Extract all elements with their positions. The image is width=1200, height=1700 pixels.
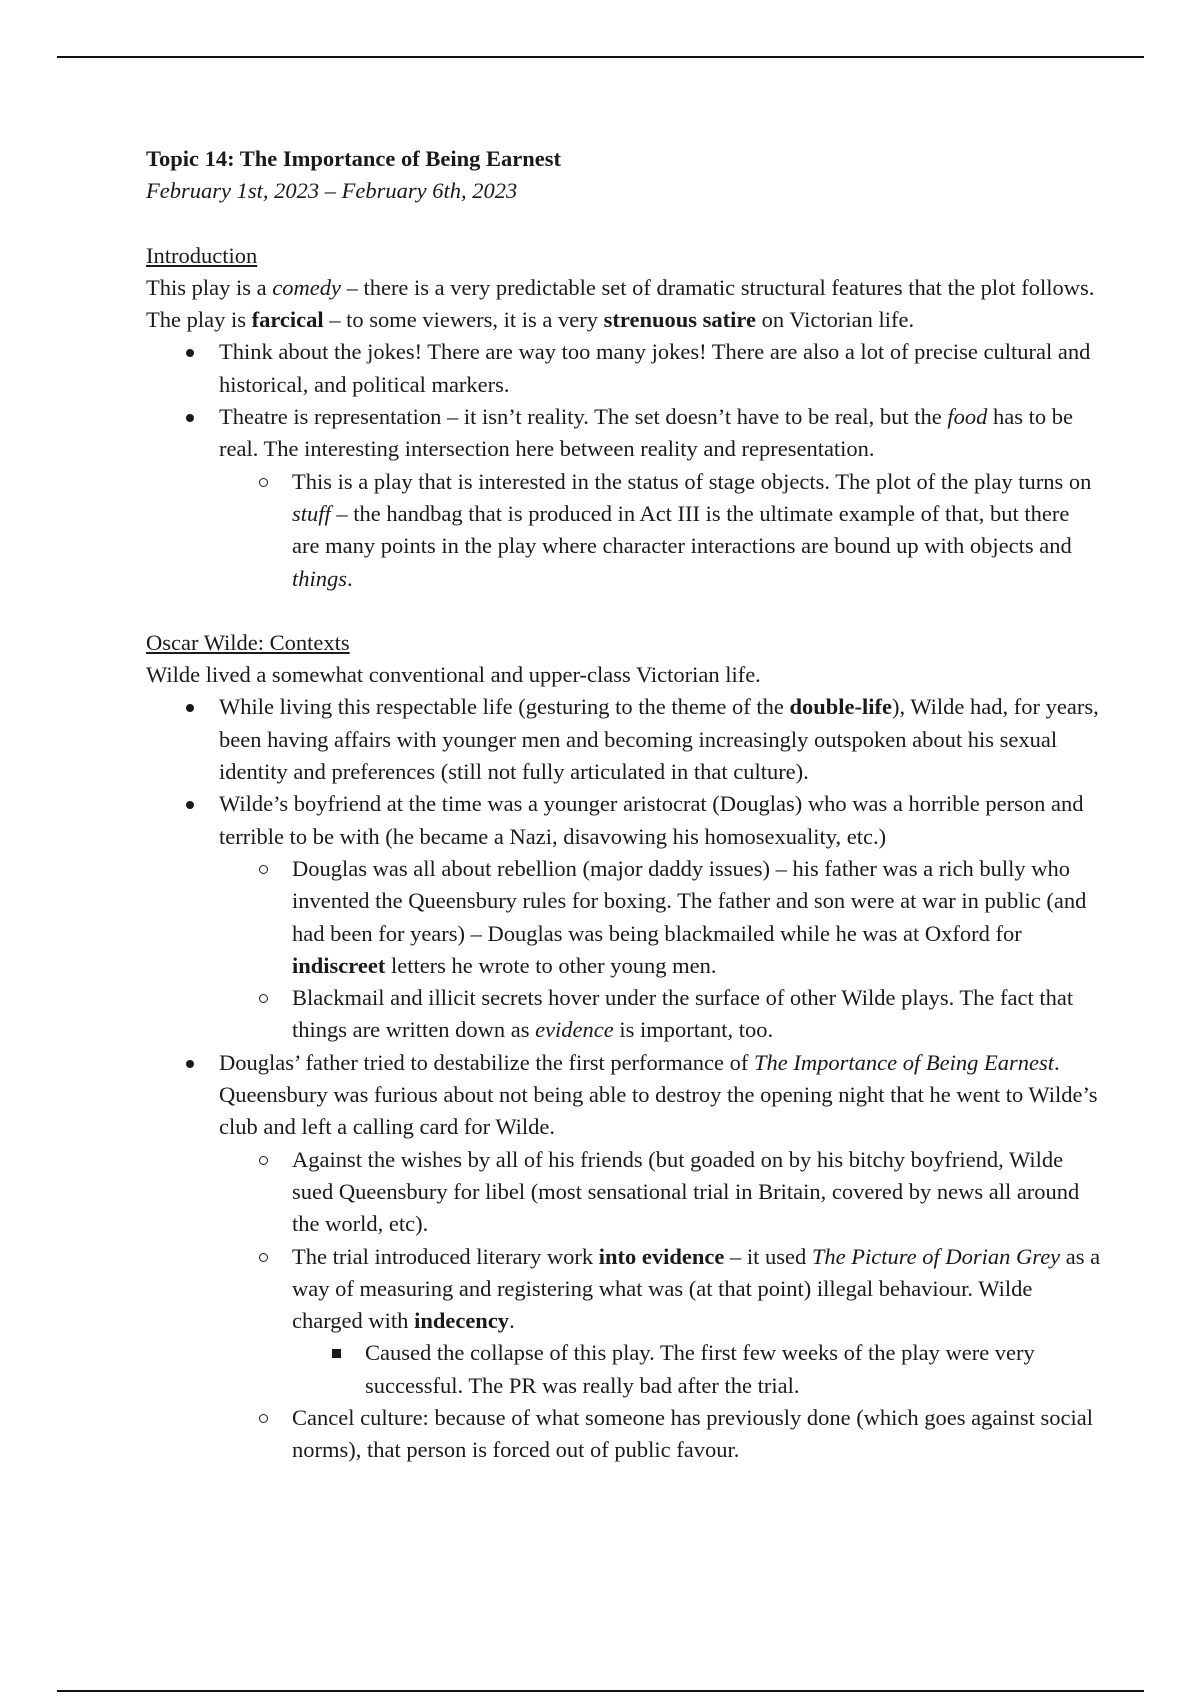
bullet-circle-icon xyxy=(259,865,268,874)
bullet-circle-icon xyxy=(259,1253,268,1262)
intro-paragraph: This play is a comedy – there is a very predictable set of dramatic structural features that the plot follows. The play is farcical – to some viewers, it is a very strenuous satire on Victorian life. xyxy=(146,274,1095,333)
section-heading-contexts: Oscar Wilde: Contexts xyxy=(146,629,350,655)
bullet-circle-icon xyxy=(259,478,268,487)
list-item: Wilde’s boyfriend at the time was a younger aristocrat (Douglas) who was a horrible person and terrible to be with (he became a Nazi, disavowing his homosexuality, etc.) Douglas was all about rebellion (major daddy issues) – his father was a rich bully who invented the Queensbury rules for boxing. The father and son were at war in public (and had been for years) – Douglas was being blackmailed while he was at Oxford for indiscreet letters he wrote to other young men. Blackmail and illicit secrets hover under the surface of other Wilde plays. The fact that things are written down as evidence is important, too. xyxy=(146,788,1101,1046)
contexts-paragraph: Wilde lived a somewhat conventional and upper-class Victorian life. xyxy=(146,662,761,688)
list-item: Theatre is representation – it isn’t reality. The set doesn’t have to be real, but the food has to be real. The interesting intersection here between reality and representation. This is a play that is interested in the status of stage objects. The plot of the play turns on stuff – the handbag that is produced in Act III is the ultimate example of that, but there are many points in the play where character interactions are bound up with objects and things. xyxy=(146,401,1101,595)
list-item: Blackmail and illicit secrets hover under the surface of other Wilde plays. The fact that things are written down as evidence is important, too. xyxy=(146,982,1101,1047)
list-item: Think about the jokes! There are way too many jokes! There are also a lot of precise cultural and historical, and political markers. xyxy=(146,336,1101,401)
bullet-circle-icon xyxy=(259,1156,268,1165)
sub-sub-bullet-list xyxy=(146,1337,1101,1402)
list-item: Against the wishes by all of his friends (but goaded on by his bitchy boyfriend, Wilde sued Queensbury for libel (most sensational trial in Britain, covered by news all around the world, etc). xyxy=(146,1144,1101,1241)
bullet-square-icon xyxy=(332,1349,341,1358)
bullet-dot-icon xyxy=(186,704,194,712)
list-item: While living this respectable life (gesturing to the theme of the double-life), Wilde had, for years, been having affairs with younger men and becoming increasingly outspoken about his sexual identity and preferences (still not fully articulated in that culture). xyxy=(146,691,1101,788)
sub-bullet-list xyxy=(146,466,1101,595)
bullet-dot-icon xyxy=(186,801,194,809)
list-item: Douglas was all about rebellion (major daddy issues) – his father was a rich bully who invented the Queensbury rules for boxing. The father and son were at war in public (and had been for years) – Douglas was being blackmailed while he was at Oxford for indiscreet letters he wrote to other young men. xyxy=(146,853,1101,982)
bullet-dot-icon xyxy=(186,349,194,357)
bullet-circle-icon xyxy=(259,994,268,1003)
bullet-circle-icon xyxy=(259,1414,268,1423)
spacer xyxy=(146,208,1101,240)
sub-bullet-list xyxy=(146,1144,1101,1467)
intro-bullet-list xyxy=(146,336,1101,594)
section-heading-introduction: Introduction xyxy=(146,242,258,268)
list-item: Cancel culture: because of what someone has previously done (which goes against social norms), that person is forced out of public favour. xyxy=(146,1402,1101,1467)
bullet-dot-icon xyxy=(186,414,194,422)
top-rule xyxy=(57,56,1144,58)
document-body xyxy=(146,143,1101,1467)
page-title: Topic 14: The Importance of Being Earnest xyxy=(146,146,562,171)
list-item: This is a play that is interested in the status of stage objects. The plot of the play turns on stuff – the handbag that is produced in Act III is the ultimate example of that, but there are many points in the play where character interactions are bound up with objects and things. xyxy=(146,466,1101,595)
list-item: The trial introduced literary work into evidence – it used The Picture of Dorian Grey as a way of measuring and registering what was (at that point) illegal behaviour. Wilde charged with indecency. Caused the collapse of this play. The first few weeks of the play were very successful. The PR was really bad after the trial. xyxy=(146,1241,1101,1402)
list-item: Douglas’ father tried to destabilize the first performance of The Importance of Being Earnest. Queensbury was furious about not being able to destroy the opening night that he went to Wilde’s club and left a calling card for Wilde. Against the wishes by all of his friends (but goaded on by his bitchy boyfriend, Wilde sued Queensbury for libel (most sensational trial in Britain, covered by news all around the world, etc). The trial introduced literary work into evidence – it used The Picture of Dorian Grey as a way of measuring and registering what was (at that point) illegal behaviour. Wilde charged with indecency. Caused the collapse of this play. The first few weeks of the play were very successful. The PR was really bad after the trial. Cancel culture: because of what someone has previously done (which goes against social norms), that person is forced out of public favour. xyxy=(146,1047,1101,1467)
spacer xyxy=(146,595,1101,627)
contexts-bullet-list xyxy=(146,691,1101,1466)
list-item: Caused the collapse of this play. The first few weeks of the play were very successful. The PR was really bad after the trial. xyxy=(146,1337,1101,1402)
bottom-rule xyxy=(57,1690,1144,1692)
date-range: February 1st, 2023 – February 6th, 2023 xyxy=(146,178,518,204)
bullet-dot-icon xyxy=(186,1060,194,1068)
sub-bullet-list xyxy=(146,853,1101,1047)
